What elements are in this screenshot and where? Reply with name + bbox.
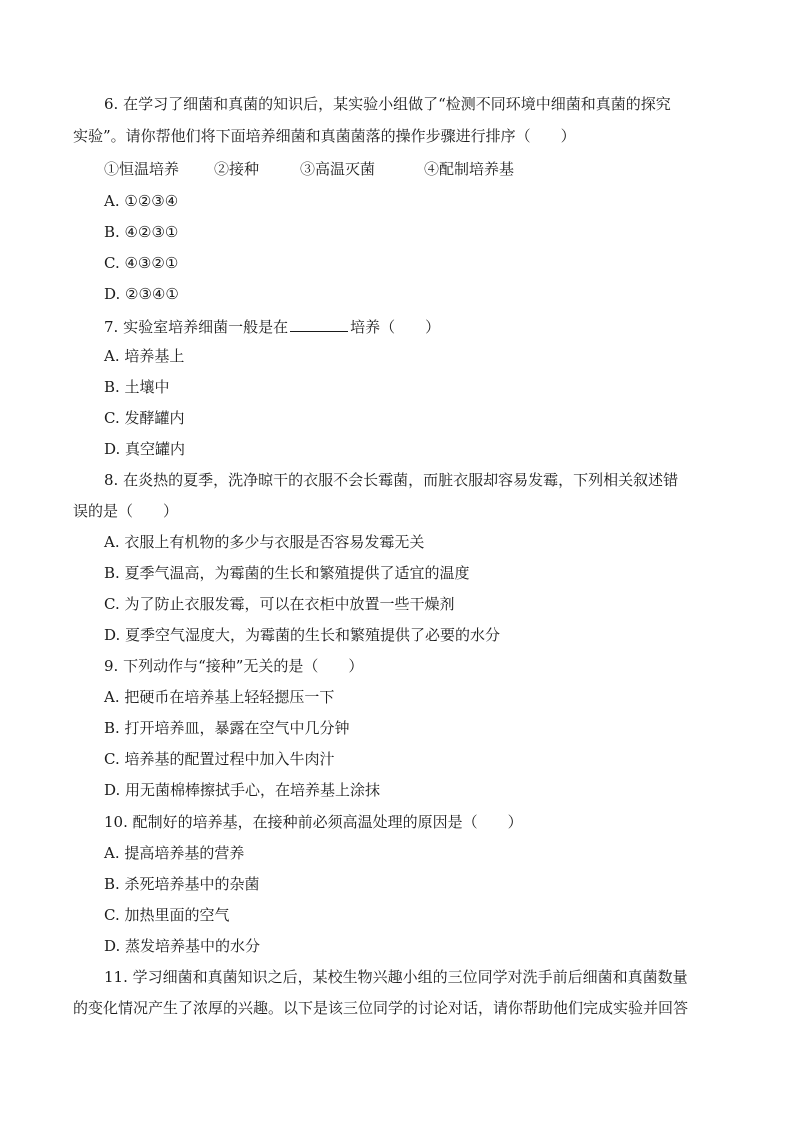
question-6-stem-line-1: 6. 在学习了细菌和真菌的知识后，某实验小组做了“检测不同环境中细菌和真菌的探究 bbox=[104, 95, 671, 113]
question-6-option-b: B. ④②③① bbox=[104, 223, 179, 241]
question-10-option-a: A. 提高培养基的营养 bbox=[104, 844, 245, 862]
question-6-steps bbox=[104, 159, 514, 179]
question-9-option-c: C. 培养基的配置过程中加入牛肉汁 bbox=[104, 750, 335, 768]
question-9-stem: 9. 下列动作与“接种”无关的是（ ） bbox=[104, 657, 364, 675]
question-7-option-c: C. 发酵罐内 bbox=[104, 409, 185, 427]
question-10-option-c: C. 加热里面的空气 bbox=[104, 906, 230, 924]
answer-blank bbox=[290, 315, 348, 332]
question-7-stem bbox=[104, 315, 440, 335]
question-7-option-b: B. 土壤中 bbox=[104, 378, 170, 396]
question-6-option-d: D. ②③④① bbox=[104, 285, 179, 303]
question-8-option-a: A. 衣服上有机物的多少与衣服是否容易发霉无关 bbox=[104, 533, 425, 551]
question-9-option-a: A. 把硬币在培养基上轻轻摁压一下 bbox=[104, 688, 335, 706]
question-8-stem-line-2: 误的是（ ） bbox=[73, 502, 179, 520]
step-2: ②接种 bbox=[214, 160, 260, 178]
question-7-stem-after: 培养（ ） bbox=[350, 318, 441, 336]
question-7-stem-before: 7. 实验室培养细菌一般是在 bbox=[104, 318, 289, 336]
question-8-option-c: C. 为了防止衣服发霉，可以在衣柜中放置一些干燥剂 bbox=[104, 595, 455, 613]
question-10-stem: 10. 配制好的培养基，在接种前必须高温处理的原因是（ ） bbox=[104, 813, 523, 831]
question-7-option-a: A. 培养基上 bbox=[104, 347, 185, 365]
step-3: ③高温灭菌 bbox=[300, 160, 376, 178]
question-6-option-c: C. ④③②① bbox=[104, 254, 179, 272]
question-8-option-b: B. 夏季气温高，为霉菌的生长和繁殖提供了适宜的温度 bbox=[104, 564, 470, 582]
question-9-option-d: D. 用无菌棉棒擦拭手心，在培养基上涂抹 bbox=[104, 781, 381, 799]
question-7-option-d: D. 真空罐内 bbox=[104, 440, 186, 458]
question-6-stem-line-2: 实验”。请你帮他们将下面培养细菌和真菌菌落的操作步骤进行排序（ ） bbox=[73, 127, 576, 145]
question-10-option-b: B. 杀死培养基中的杂菌 bbox=[104, 875, 260, 893]
question-8-stem-line-1: 8. 在炎热的夏季，洗净晾干的衣服不会长霉菌，而脏衣服却容易发霉，下列相关叙述错 bbox=[104, 471, 679, 489]
question-6-option-a: A. ①②③④ bbox=[104, 192, 179, 210]
question-11-stem-line-2: 的变化情况产生了浓厚的兴趣。以下是该三位同学的讨论对话，请你帮助他们完成实验并回答 bbox=[73, 999, 689, 1017]
question-8-option-d: D. 夏季空气湿度大，为霉菌的生长和繁殖提供了必要的水分 bbox=[104, 626, 501, 644]
step-4: ④配制培养基 bbox=[424, 160, 515, 178]
question-10-option-d: D. 蒸发培养基中的水分 bbox=[104, 937, 261, 955]
step-1: ①恒温培养 bbox=[104, 160, 180, 178]
question-11-stem-line-1: 11. 学习细菌和真菌知识之后，某校生物兴趣小组的三位同学对洗手前后细菌和真菌数量 bbox=[104, 968, 688, 986]
question-9-option-b: B. 打开培养皿，暴露在空气中几分钟 bbox=[104, 719, 350, 737]
